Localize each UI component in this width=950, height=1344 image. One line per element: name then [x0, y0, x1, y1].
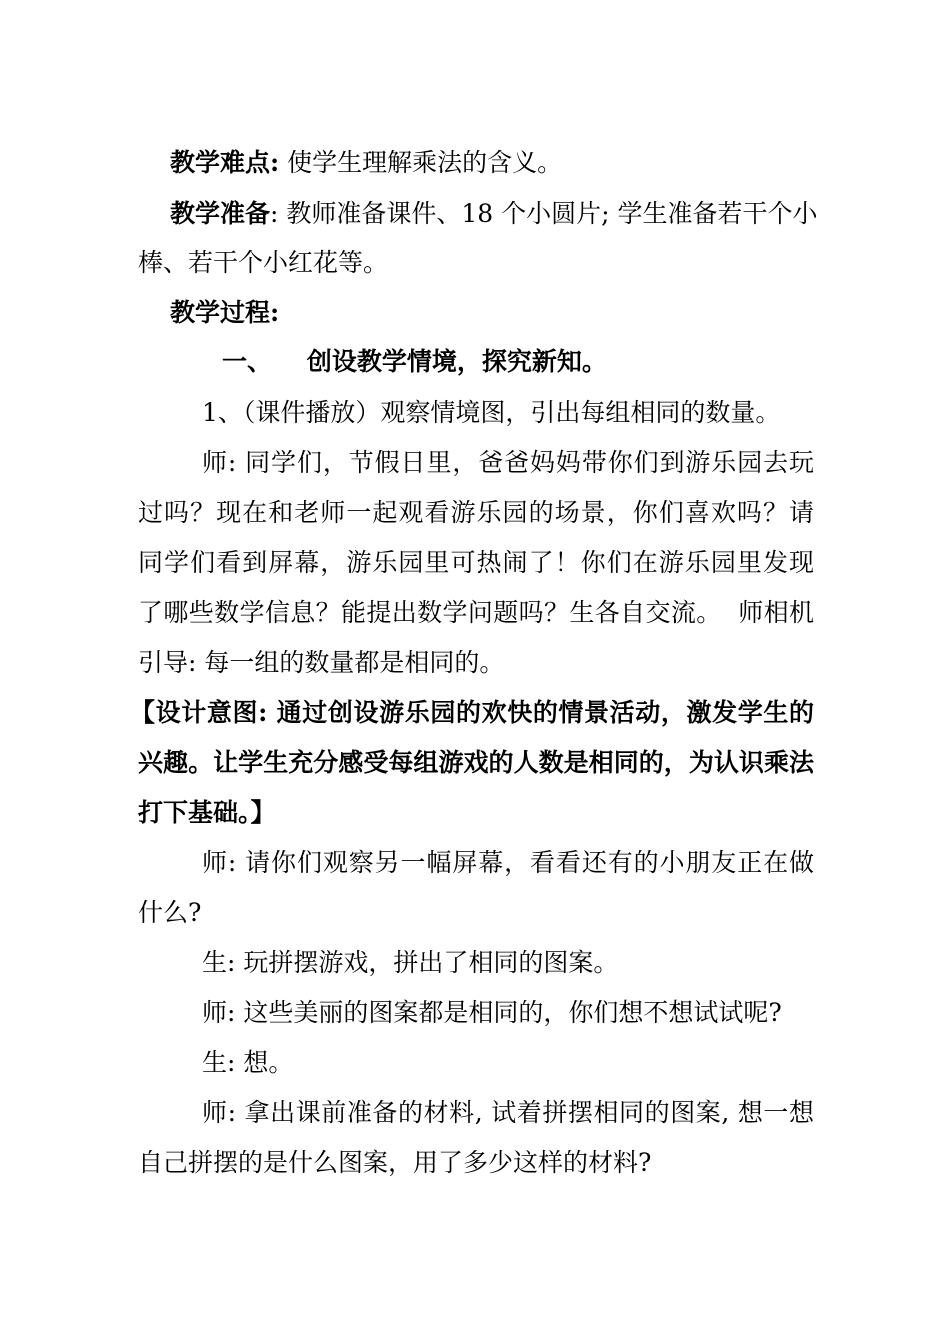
- teacher-para-1-line-2: 过吗？现在和老师一起观看游乐园的场景，你们喜欢吗？请: [138, 498, 814, 527]
- student-reply-1: 生: 玩拼摆游戏，拼出了相同的图案。: [202, 948, 619, 977]
- teaching-difficulty-line: [170, 146, 950, 180]
- teacher-para-1-line-3: 同学们看到屏幕，游乐园里可热闹了！你们在游乐园里发现: [138, 548, 814, 577]
- teacher-para-2-line-2: 什么?: [138, 898, 202, 927]
- teacher-para-1-line-5: 引导: 每一组的数量都是相同的。: [138, 648, 505, 677]
- design-intent-line-1: 【设计意图: 通过创设游乐园的欢快的情景活动，激发学生的: [130, 698, 814, 727]
- teaching-difficulty-text: 使学生理解乘法的含义。: [279, 148, 563, 177]
- teacher-para-2-line-1: 师: 请你们观察另一幅屏幕，看看还有的小朋友正在做: [202, 848, 814, 877]
- teacher-line-3: 师: 这些美丽的图案都是相同的，你们想不想试试呢?: [202, 998, 782, 1027]
- design-intent-line-3: 打下基础。】: [138, 798, 276, 827]
- teacher-para-1-line-1: 师: 同学们，节假日里，爸爸妈妈带你们到游乐园去玩: [202, 448, 814, 477]
- teaching-preparation-text: : 教师准备课件、18 个小圆片; 学生准备若干个小: [270, 199, 818, 228]
- teaching-preparation-line: [170, 197, 950, 231]
- teacher-para-1-line-4: 了哪些数学信息？能提出数学问题吗？生各自交流。 师相机: [138, 598, 814, 627]
- teaching-preparation-label: 教学准备: [170, 199, 271, 228]
- teaching-preparation-continuation: 棒、若干个小红花等。: [138, 248, 389, 277]
- teacher-para-4-line-1: 师: 拿出课前准备的材料, 试着拼摆相同的图案, 想一想: [202, 1098, 814, 1127]
- teaching-process-title: 教学过程:: [170, 298, 280, 327]
- teacher-para-4-line-2: 自己拼摆的是什么图案，用了多少这样的材料?: [138, 1148, 652, 1177]
- student-reply-2: 生: 想。: [202, 1048, 294, 1077]
- section-1-title: 一、 创设教学情境，探究新知。: [222, 347, 607, 376]
- teaching-difficulty-label: 教学难点:: [170, 148, 280, 177]
- item-1-line: 1、（课件播放）观察情境图，引出每组相同的数量。: [202, 398, 781, 427]
- design-intent-line-2: 兴趣。让学生充分感受每组游戏的人数是相同的，为认识乘法: [138, 748, 814, 777]
